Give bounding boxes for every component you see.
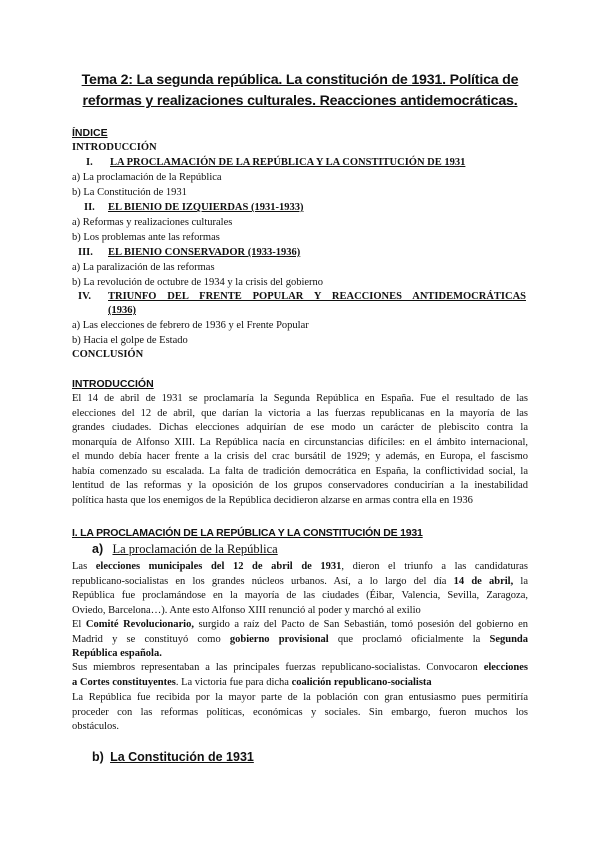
paragraph-members bbox=[72, 661, 528, 690]
paragraph-line bbox=[72, 661, 528, 676]
bold-run: elecciones bbox=[483, 662, 528, 673]
index-conclusion: CONCLUSIÓN bbox=[72, 349, 144, 360]
paragraph-line: República fue proclamándose en la mayoría de las ciudades (Éibar, Valencia, Sevilla, Zaragoza, bbox=[72, 590, 528, 601]
index-item: a) La paralización de las reformas bbox=[72, 262, 215, 273]
subsection-label: a) bbox=[92, 542, 104, 556]
text-run: . La victoria fue para dicha bbox=[175, 676, 292, 688]
paragraph-line bbox=[72, 633, 528, 648]
index-section-title: LA PROCLAMACIÓN DE LA REPÚBLICA Y LA CONSTITUCIÓN DE 1931 bbox=[110, 157, 466, 168]
text-run: Sus miembros representaban a las principales fuerzas republicano-socialistas. Convocaron bbox=[72, 662, 484, 673]
index-section-3 bbox=[78, 246, 300, 260]
title-line-1: Tema 2: La segunda república. La constitución de 1931. Política de bbox=[81, 72, 519, 88]
index-section-1 bbox=[86, 156, 465, 170]
paragraph-line: El 14 de abril de 1931 se proclamaría la Segunda República en España. Fue el resultado de las bbox=[72, 393, 528, 404]
index-section-title-cont: (1936) bbox=[108, 305, 136, 316]
paragraph-line: grandes ciudades. Dichas elecciones adquirían de ese modo un carácter de plebiscito contra la bbox=[72, 422, 528, 433]
subsection-a-heading bbox=[92, 542, 278, 557]
bold-run: gobierno provisional bbox=[229, 633, 329, 645]
index-section-title: EL BIENIO CONSERVADOR (1933-1936) bbox=[108, 247, 301, 258]
subsection-title: La proclamación de la República bbox=[112, 542, 278, 556]
index-section-number: II. bbox=[84, 202, 95, 213]
subsection-label: b) bbox=[92, 750, 104, 764]
paragraph-line: Oviedo, Barcelona…). Ante esto Alfonso XIII renunció al poder y marchó al exilio bbox=[72, 604, 421, 616]
paragraph-line bbox=[72, 560, 528, 575]
subsection-title: La Constitución de 1931 bbox=[110, 750, 254, 764]
index-section-title: EL BIENIO DE IZQUIERDAS (1931-1933) bbox=[108, 202, 304, 213]
index-item: b) La revolución de octubre de 1934 y la crisis del gobierno bbox=[72, 277, 324, 288]
index-heading: ÍNDICE bbox=[72, 127, 108, 139]
bold-run: a Cortes constituyentes bbox=[72, 676, 176, 688]
paragraph-reception bbox=[72, 691, 528, 735]
paragraph-line: monarquía de Alfonso XIII. La República nacía en circunstancias difíciles: en el ámbito internacional, bbox=[72, 436, 528, 448]
paragraph-line bbox=[72, 618, 528, 633]
index-section-number: IV. bbox=[78, 291, 91, 302]
index-item: a) Las elecciones de febrero de 1936 y el Frente Popular bbox=[72, 320, 309, 331]
paragraph-line bbox=[72, 575, 528, 590]
introduction-paragraph bbox=[72, 392, 528, 508]
text-run: surgido a raíz del Pacto de San Sebastián, tomó posesión del gobierno en bbox=[193, 619, 528, 630]
paragraph-line: La República fue recibida por la mayor parte de la población con gran entusiasmo pues permitiría bbox=[72, 692, 528, 703]
paragraph-line: política hasta que los enemigos de la República decidieron alzarse en armas contra ella en 1936 bbox=[72, 494, 473, 506]
paragraph-line bbox=[72, 647, 528, 662]
text-run: que proclamó oficialmente la bbox=[328, 633, 490, 645]
paragraph-line: lentitud de las reformas y la oposición de los grupos conservadores conducirían a la inestabilidad bbox=[72, 480, 528, 491]
text-run: Las bbox=[72, 561, 96, 572]
introduction-heading: INTRODUCCIÓN bbox=[72, 378, 154, 390]
document-title bbox=[72, 70, 528, 112]
text-run: El bbox=[72, 619, 86, 630]
paragraph-line: elecciones del 12 de abril, que darían la victoria a las fuerzas republicanas en la mayoría de las bbox=[72, 407, 528, 419]
paragraph-committee bbox=[72, 618, 528, 662]
paragraph-line: había comenzado su escalada. La falta de tradición democrática en España, la conflictividad social, la bbox=[72, 465, 528, 477]
paragraph-line: el mundo debía hacer frente a la crisis del crac bursátil de 1929; y además, en Europa, el fascismo bbox=[72, 451, 528, 462]
index-item: b) Los problemas ante las reformas bbox=[72, 232, 220, 243]
paragraph-line: proceder con las reformas políticas, económicas y sociales. Sin embargo, fueron muchos los bbox=[72, 706, 528, 718]
index-section-title: TRIUNFO DEL FRENTE POPULAR Y REACCIONES ANTIDEMOCRÁTICAS bbox=[108, 291, 526, 302]
bold-run: Segunda bbox=[489, 633, 529, 645]
index-item: b) Hacia el golpe de Estado bbox=[72, 335, 188, 346]
index-item: a) La proclamación de la República bbox=[72, 172, 222, 183]
subsection-b-heading bbox=[92, 750, 254, 765]
index-section-number: I. bbox=[86, 157, 93, 168]
bold-run: elecciones municipales del 12 de abril de 1931 bbox=[95, 561, 342, 572]
index-item: a) Reformas y realizaciones culturales bbox=[72, 217, 233, 228]
index-item: b) La Constitución de 1931 bbox=[72, 187, 187, 198]
index-section-2 bbox=[84, 201, 303, 215]
paragraph-line: obstáculos. bbox=[72, 721, 119, 732]
text-run: republicano-socialistas en los grandes núcleos urbanos. Así, a lo largo del día bbox=[72, 575, 454, 587]
index-section-4 bbox=[78, 290, 526, 304]
index-intro: INTRODUCCIÓN bbox=[72, 142, 157, 153]
paragraph-line bbox=[72, 676, 528, 691]
bold-run: Comité Revolucionario, bbox=[85, 619, 194, 630]
section-1-heading: I. LA PROCLAMACIÓN DE LA REPÚBLICA Y LA CONSTITUCIÓN DE 1931 bbox=[72, 527, 423, 539]
bold-run: coalición republicano-socialista bbox=[291, 676, 432, 688]
text-run: Madrid y se constituyó como bbox=[72, 633, 230, 645]
text-run: la bbox=[513, 575, 528, 587]
title-line-2: reformas y realizaciones culturales. Reacciones antidemocráticas. bbox=[82, 93, 518, 109]
paragraph-proclamation bbox=[72, 560, 528, 618]
index-section-number: III. bbox=[78, 247, 93, 258]
text-run: , dieron el triunfo a las candidaturas bbox=[341, 561, 528, 572]
bold-run: República española. bbox=[72, 648, 162, 659]
bold-run: 14 de abril, bbox=[453, 575, 514, 587]
